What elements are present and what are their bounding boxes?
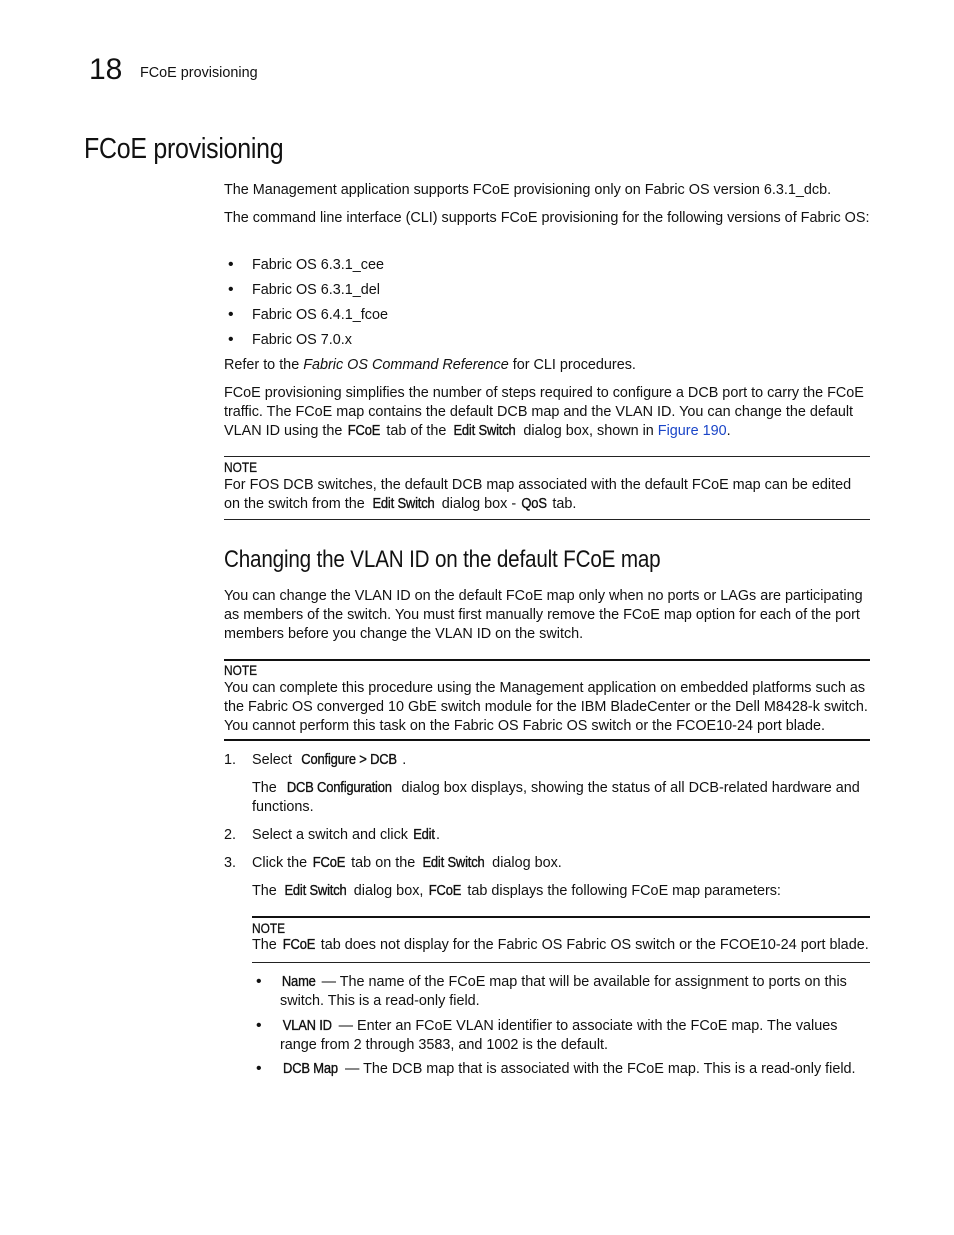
note-label: NOTE [224, 460, 258, 475]
note-rule-top [224, 456, 870, 457]
note-rule-bottom [224, 739, 870, 741]
intro-paragraph-1: The Management application supports FCoE provisioning only on Fabric OS version 6.3.1_dcb. [224, 182, 832, 198]
note-text: You can complete this procedure using the Management application on embedded platforms such as the Fabric OS converged 10 GbE switch module for the IBM BladeCenter or the Dell M8428-k switch. You cannot perform this task on the Fabric OS Fabric OS switch or the FCOE10-24 port blade. [224, 680, 868, 734]
note-text: For FOS DCB switches, the default DCB map associated with the default FCoE map can be edited on the switch from the Edit Switch dialog box - QoS tab. [224, 477, 852, 512]
reference-paragraph: Refer to the Fabric OS Command Reference for CLI procedures. [224, 357, 636, 373]
step-result: The DCB Configuration dialog box displays, showing the status of all DCB-related hardware and functions. [252, 780, 860, 815]
param-term: VLAN ID [282, 1018, 332, 1034]
step-text: Select a switch and click Edit. [252, 827, 440, 843]
step-result: The Edit Switch dialog box, FCoE tab displays the following FCoE map parameters: [252, 883, 781, 899]
running-header: FCoE provisioning [140, 65, 258, 81]
step-number: 2. [224, 827, 237, 843]
intro-paragraph-3: FCoE provisioning simplifies the number of steps required to configure a DCB port to carry the FCoE traffic. The FCoE map contains the default DCB map and the VLAN ID. You can change the default VLAN ID using the FCoE tab of the Edit Switch dialog box, shown in Figure 190. [224, 385, 864, 439]
note-rule-top [252, 916, 870, 918]
step-number: 1. [224, 752, 237, 768]
figure-link[interactable]: Figure 190 [657, 423, 727, 439]
page-title: FCoE provisioning [84, 133, 284, 165]
reference-title: Fabric OS Command Reference [303, 357, 509, 373]
step-number: 3. [224, 855, 237, 871]
note-rule-bottom [224, 519, 870, 520]
step-text: Click the FCoE tab on the Edit Switch dialog box. [252, 855, 562, 871]
chapter-number: 18 [89, 53, 123, 86]
note-text: The FCoE tab does not display for the Fabric OS Fabric OS switch or the FCOE10-24 port blade. [252, 937, 869, 953]
section-paragraph: You can change the VLAN ID on the default FCoE map only when no ports or LAGs are participating as members of the switch. You must first manually remove the FCoE map option for each of the port members before you change the VLAN ID on the switch. [224, 588, 863, 642]
step-text: Select Configure > DCB . [252, 752, 407, 768]
section-title: Changing the VLAN ID on the default FCoE map [224, 546, 661, 573]
note-label: NOTE [224, 663, 258, 678]
note-label: NOTE [252, 921, 286, 936]
note-rule-bottom [252, 962, 870, 963]
intro-paragraph-2: The command line interface (CLI) supports FCoE provisioning for the following versions of Fabric OS: [224, 210, 870, 226]
param-term: Name [281, 974, 316, 990]
param-term: DCB Map [283, 1061, 338, 1077]
